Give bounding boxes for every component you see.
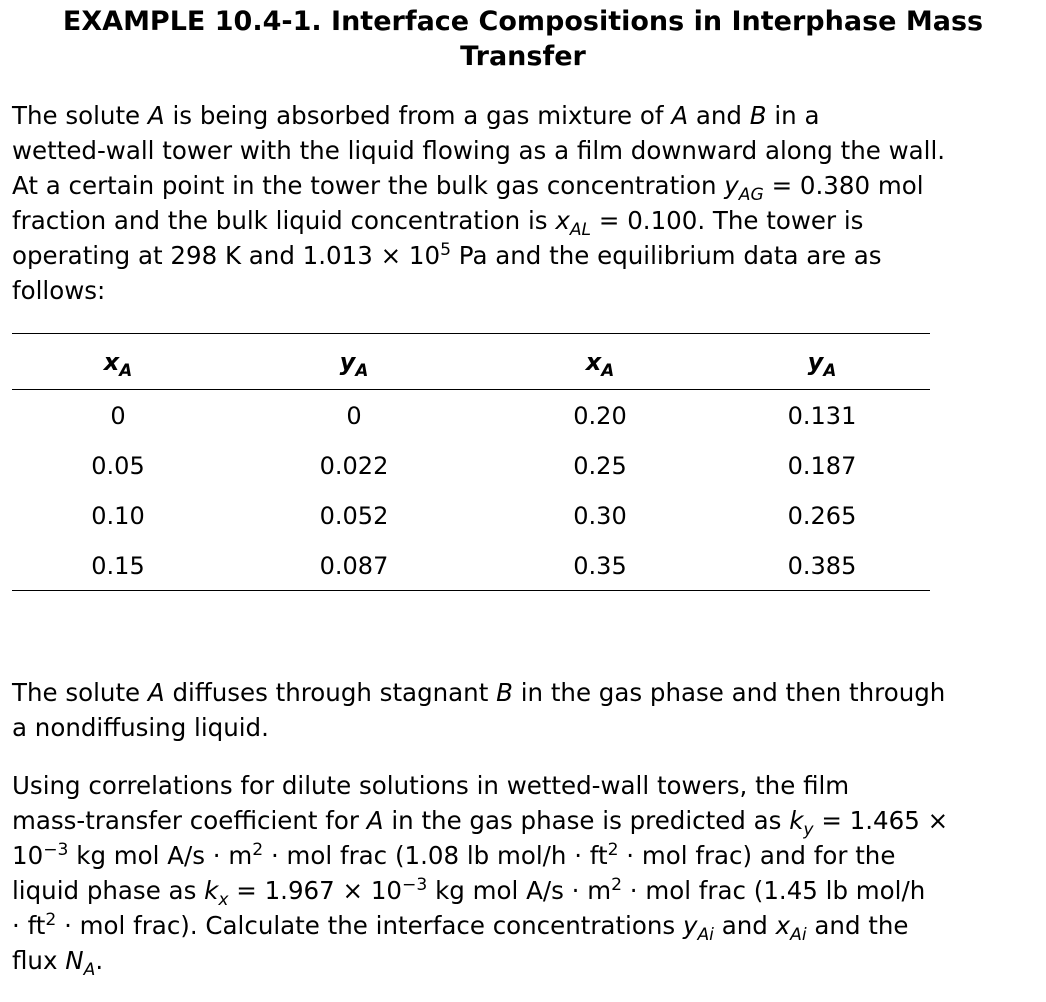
text: a nondiffusing liquid. (12, 713, 269, 742)
table-cell: 0.15 (91, 552, 145, 580)
text: follows: (12, 276, 106, 305)
example-title (0, 4, 1046, 74)
header-var: x (103, 348, 120, 376)
text: · mol frac) and for the (618, 841, 896, 870)
superscript: −3 (43, 839, 69, 860)
text: operating at 298 K and 1.013 × 10 (12, 241, 441, 270)
symbol: A (671, 101, 689, 130)
subscript: AG (738, 184, 764, 205)
superscript: 2 (607, 839, 619, 860)
table-cell: 0 (110, 402, 126, 430)
text: kg mol A/s · m (68, 841, 253, 870)
superscript: 2 (252, 839, 264, 860)
header-sub: A (823, 359, 837, 380)
table-cell: 0.35 (573, 552, 627, 580)
text: The solute (12, 678, 148, 707)
table-cell: 0 (346, 402, 362, 430)
text: diffuses through stagnant (164, 678, 497, 707)
subscript: x (218, 889, 229, 910)
text: in a (766, 101, 820, 130)
text: is being absorbed from a gas mixture of (164, 101, 672, 130)
symbol: B (496, 678, 513, 707)
text: Pa and the equilibrium data are as (451, 241, 882, 270)
text: . (95, 946, 104, 975)
text: in the gas phase is predicted as (383, 806, 790, 835)
header-var: x (585, 348, 602, 376)
symbol: y (682, 911, 698, 940)
symbol: x (555, 206, 570, 235)
text: · ft (12, 911, 46, 940)
text: The solute (12, 101, 148, 130)
column-header (520, 348, 680, 380)
superscript: 5 (440, 239, 451, 260)
superscript: −3 (402, 874, 428, 895)
superscript: 2 (611, 874, 622, 895)
subscript: Ai (790, 924, 807, 945)
text: = 0.100. The tower is (591, 206, 864, 235)
table-cell: 0.131 (787, 402, 857, 430)
text: liquid phase as (12, 876, 205, 905)
text: · mol frac (1.45 lb mol/h (621, 876, 926, 905)
symbol: k (789, 806, 804, 835)
table-cell: 0.265 (787, 502, 857, 530)
text: 10 (12, 841, 44, 870)
text: wetted-wall tower with the liquid flowing as a film downward along the wall. (12, 136, 946, 165)
header-sub: A (601, 359, 615, 380)
header-sub: A (119, 359, 133, 380)
header-var: y (339, 348, 356, 376)
text: and (713, 911, 776, 940)
text: flux (12, 946, 66, 975)
symbol: A (366, 806, 384, 835)
symbol: k (204, 876, 219, 905)
problem-paragraph-3 (12, 768, 1042, 978)
text: kg mol A/s · m (427, 876, 612, 905)
text: mass-transfer coefficient for (12, 806, 367, 835)
table-cell: 0.25 (573, 452, 627, 480)
table-bottom-rule (12, 590, 930, 591)
subscript: y (803, 819, 814, 840)
symbol: N (65, 946, 84, 975)
table-cell: 0.05 (91, 452, 145, 480)
text: and (688, 101, 750, 130)
symbol: y (724, 171, 739, 200)
text: and the (806, 911, 909, 940)
text: · mol frac). Calculate the interface concentrations (56, 911, 683, 940)
column-header (274, 348, 434, 380)
table-cell: 0.10 (91, 502, 145, 530)
symbol: B (749, 101, 767, 130)
text: = 1.465 × (813, 806, 949, 835)
symbol: A (147, 101, 165, 130)
text: in the gas phase and then through (512, 678, 946, 707)
table-cell: 0.187 (787, 452, 857, 480)
text: Using correlations for dilute solutions in wetted-wall towers, the film (12, 771, 850, 800)
text: = 1.967 × 10 (228, 876, 403, 905)
text: · mol frac (1.08 lb mol/h · ft (263, 841, 608, 870)
title-line-2: Transfer (460, 41, 586, 72)
table-header-rule (12, 389, 930, 390)
table-cell: 0.20 (573, 402, 627, 430)
text: At a certain point in the tower the bulk gas concentration (12, 171, 725, 200)
symbol: x (775, 911, 791, 940)
table-cell: 0.385 (787, 552, 857, 580)
table-cell: 0.30 (573, 502, 627, 530)
column-header (38, 348, 198, 380)
header-var: y (807, 348, 824, 376)
subscript: A (83, 959, 96, 980)
table-top-rule (12, 333, 930, 334)
table-cell: 0.087 (319, 552, 389, 580)
header-sub: A (355, 359, 369, 380)
problem-paragraph-2 (12, 675, 1042, 745)
problem-paragraph-1 (12, 98, 1042, 308)
subscript: Ai (697, 924, 714, 945)
text: = 0.380 mol (763, 171, 924, 200)
column-header (742, 348, 902, 380)
title-line-1: EXAMPLE 10.4-1. Interface Compositions in Interphase Mass (62, 6, 984, 37)
text: fraction and the bulk liquid concentration is (12, 206, 556, 235)
symbol: A (147, 678, 165, 707)
table-cell: 0.052 (319, 502, 389, 530)
table-cell: 0.022 (319, 452, 389, 480)
superscript: 2 (45, 909, 57, 930)
subscript: AL (569, 219, 592, 240)
